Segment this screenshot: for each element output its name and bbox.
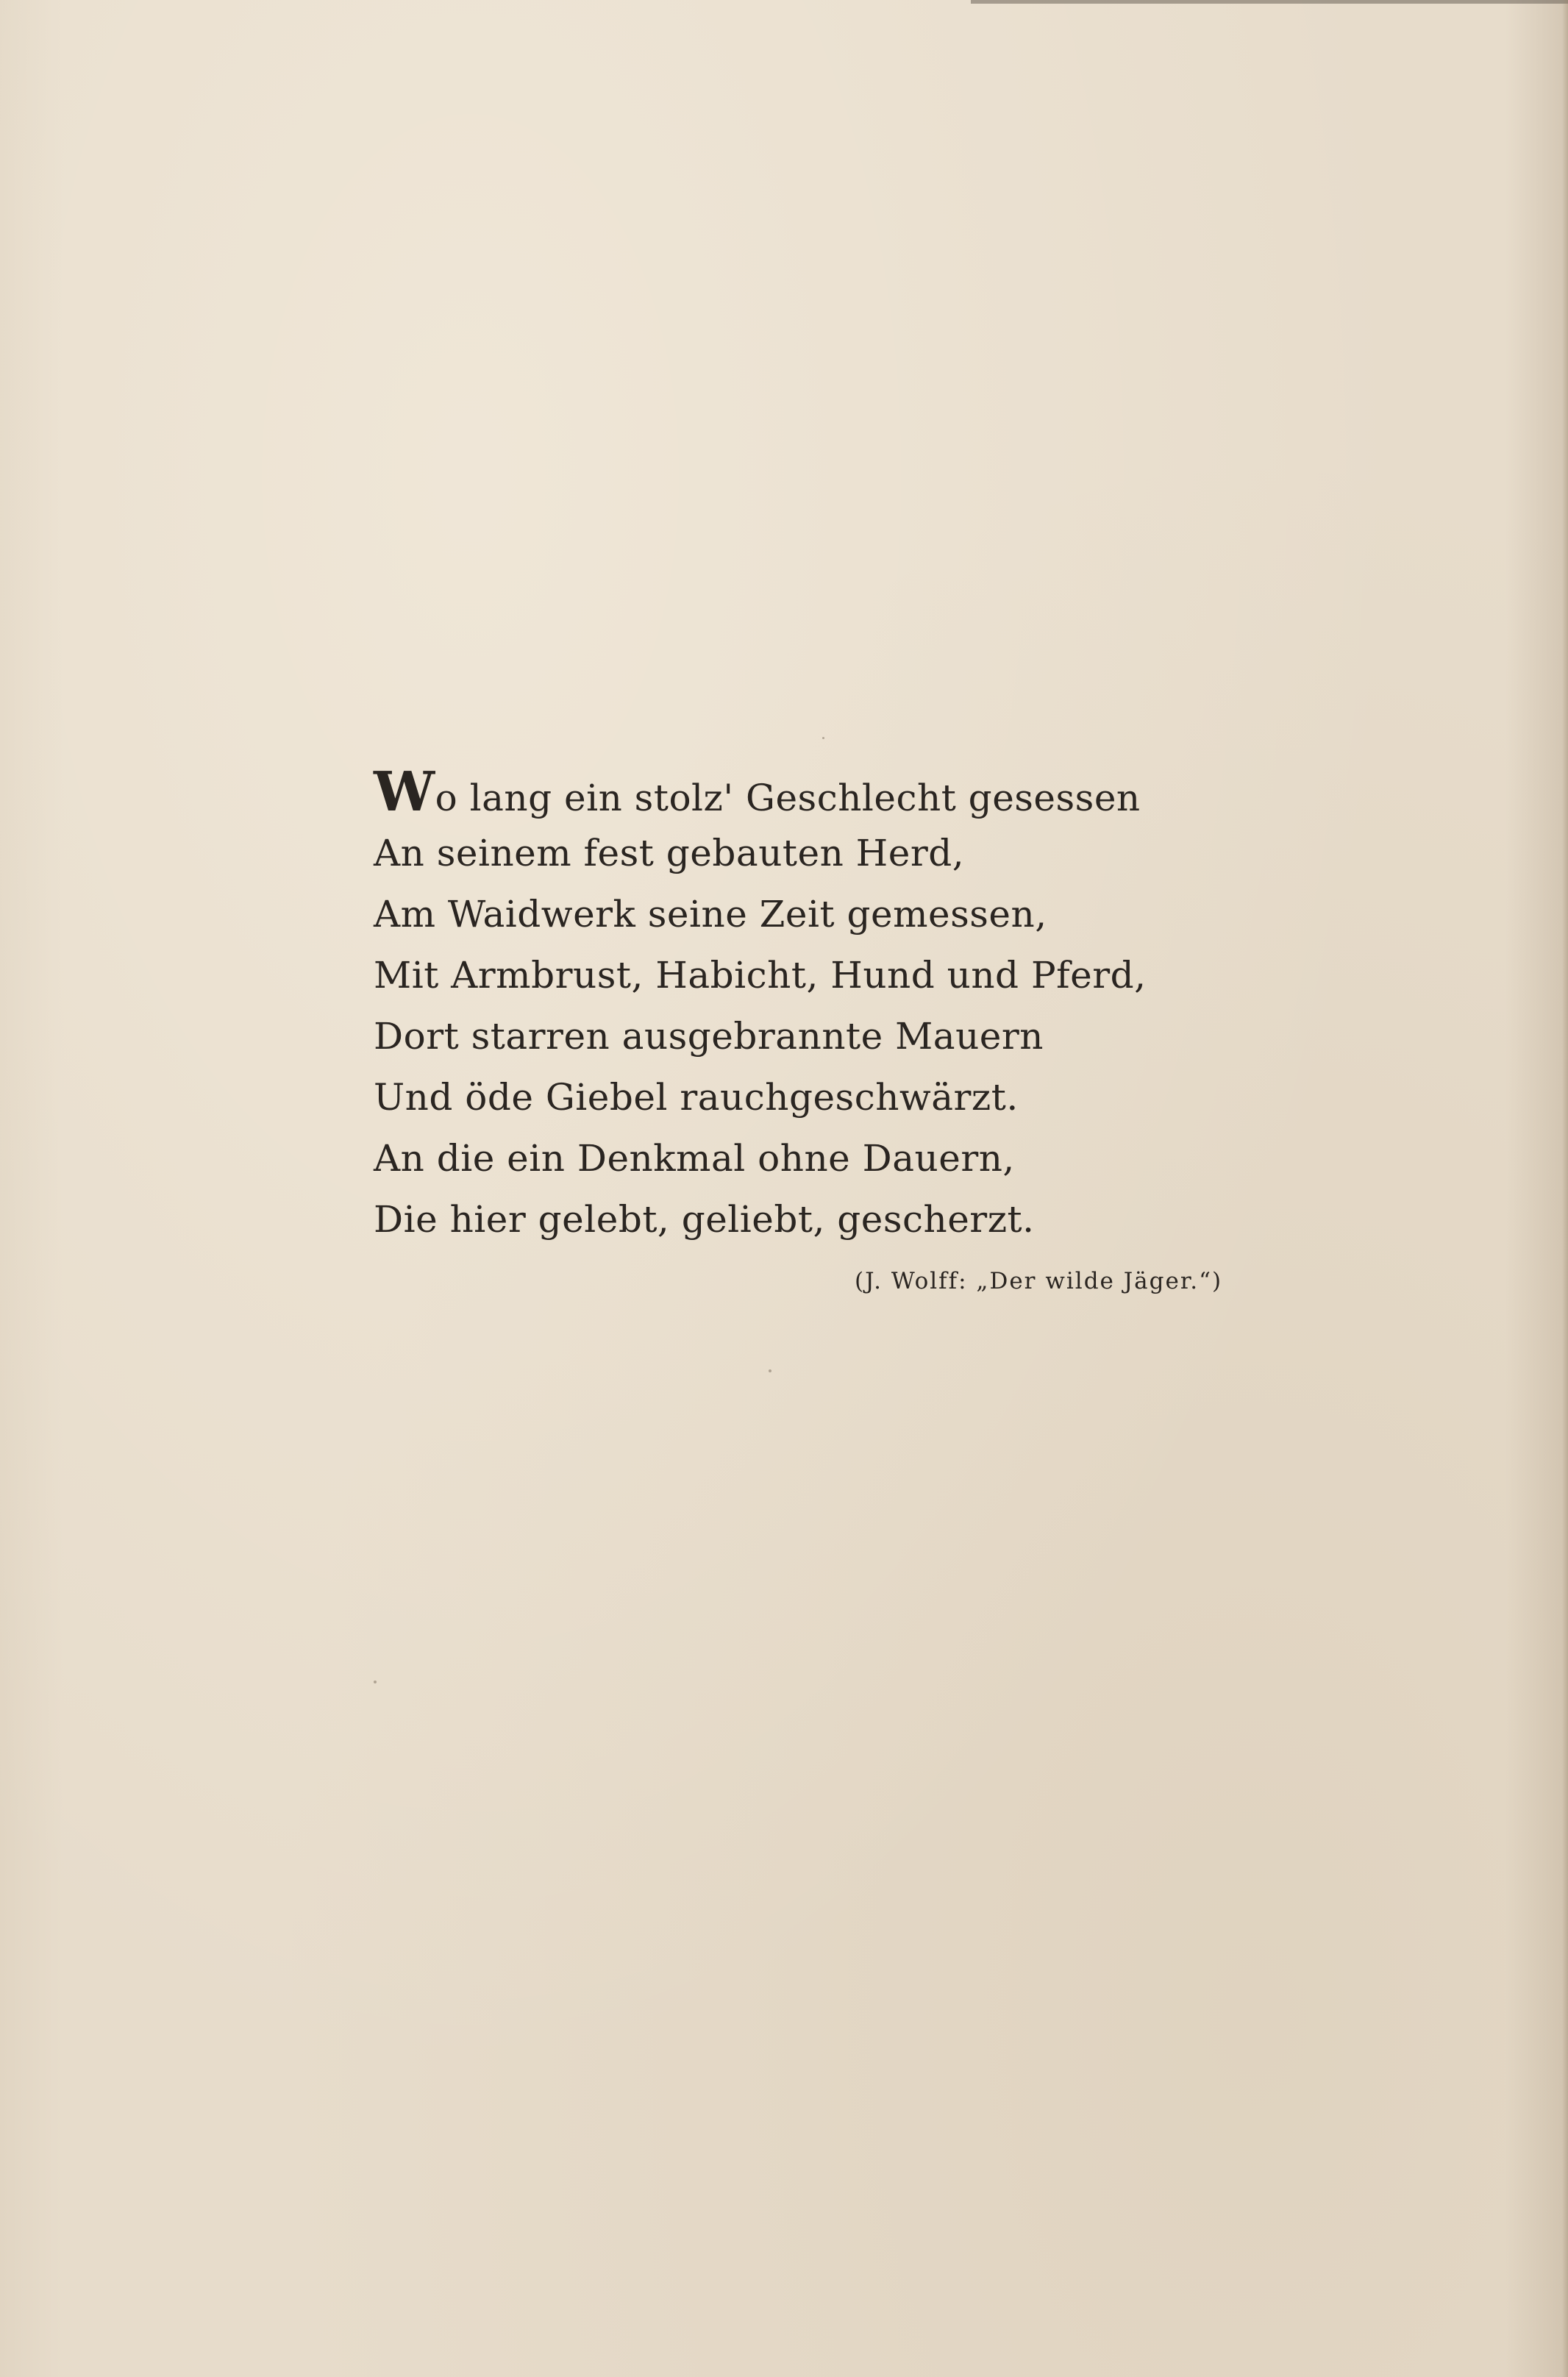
poem-line-1 [374, 762, 1330, 823]
poem-line-7: An die ein Denkmal ohne Dauern, [374, 1137, 1015, 1180]
poem-initial-letter: W [374, 760, 435, 824]
poem-line-3: Am Waidwerk seine Zeit gemessen, [374, 893, 1047, 936]
page-right-edge-shadow [1562, 0, 1568, 2377]
poem-stanza [374, 762, 1330, 1250]
poem-line-5: Dort starren ausgebrannte Mauern [374, 1015, 1044, 1058]
paper-speck [374, 1681, 377, 1683]
poem-line-6: Und öde Giebel rauchgeschwärzt. [374, 1076, 1019, 1119]
paper-speck [769, 1369, 771, 1372]
poem-line-4: Mit Armbrust, Habicht, Hund und Pferd, [374, 954, 1147, 997]
poem-citation: (J. Wolff: „Der wilde Jäger.“) [855, 1268, 1223, 1294]
page-top-edge-shadow [971, 0, 1568, 4]
poem-line-8: Die hier gelebt, geliebt, gescherzt. [374, 1198, 1035, 1241]
paper-speck [822, 737, 824, 739]
poem-line-1-text: o lang ein stolz' Geschlecht gesessen [435, 777, 1141, 819]
poem-line-2: An seinem fest gebauten Herd, [374, 832, 965, 874]
